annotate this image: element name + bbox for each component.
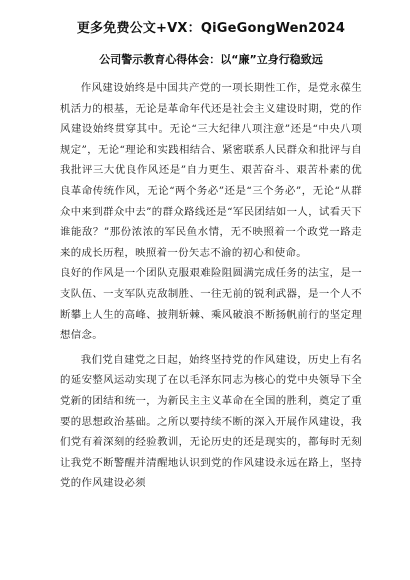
paragraph: 良好的作风是一个团队克服艰难险阻圆满完成任务的法宝，是一支队伍、一支军队克敌制胜、一往无前的锐利武器，是一个人不断攀上人生的高峰、披荆斩棘、乘风破浪不断扬帆前行的坚定理想信念。 [60,267,362,342]
paragraph: 我们党自建党之日起，始终坚持党的作风建设，历史上有名的延安整风运动实现了在以毛泽东同志为核心的党中央领导下全党新的团结和统一，为新民主主义革命在全国的胜利，奠定了重要的思想政治基础。之所以要持续不断的深入开展作风建设，我们党有着深刻的经验教训，无论历史的还是现实的，都每时无刻让我党不断警醒并清醒地认识到党的作风建设永远在路上，坚持党的作风建设必须 [60,353,362,490]
document-title: 公司警示教育心得体会：以“廉”立身行稳致远 [99,53,323,66]
promo-header: 更多免费公文+VX：QiGeGongWen2024 [76,21,346,36]
paragraph: 作风建设始终是中国共产党的一项长期性工作，是党永葆生机活力的根基，无论是革命年代还是社会主义建设时期，党的作风建设始终贯穿其中。无论“三大纪律八项注意”还是“中央八项规定”，无论“理论和实践相结合、紧密联系人民群众和批评与自我批评三大优良作风还是”自力更生、艰苦奋斗、艰苦朴素的优良革命传统作风，无论“两个务必”还是“三个务必”，无论“从群众中来到群众中去”的群众路线还是“军民团结如一人，试看天下谁能敌？”那份浓浓的军民鱼水情，无不映照着一个政党一路走来的成长历程，映照着一份矢志不渝的初心和使命。 [60,82,362,259]
